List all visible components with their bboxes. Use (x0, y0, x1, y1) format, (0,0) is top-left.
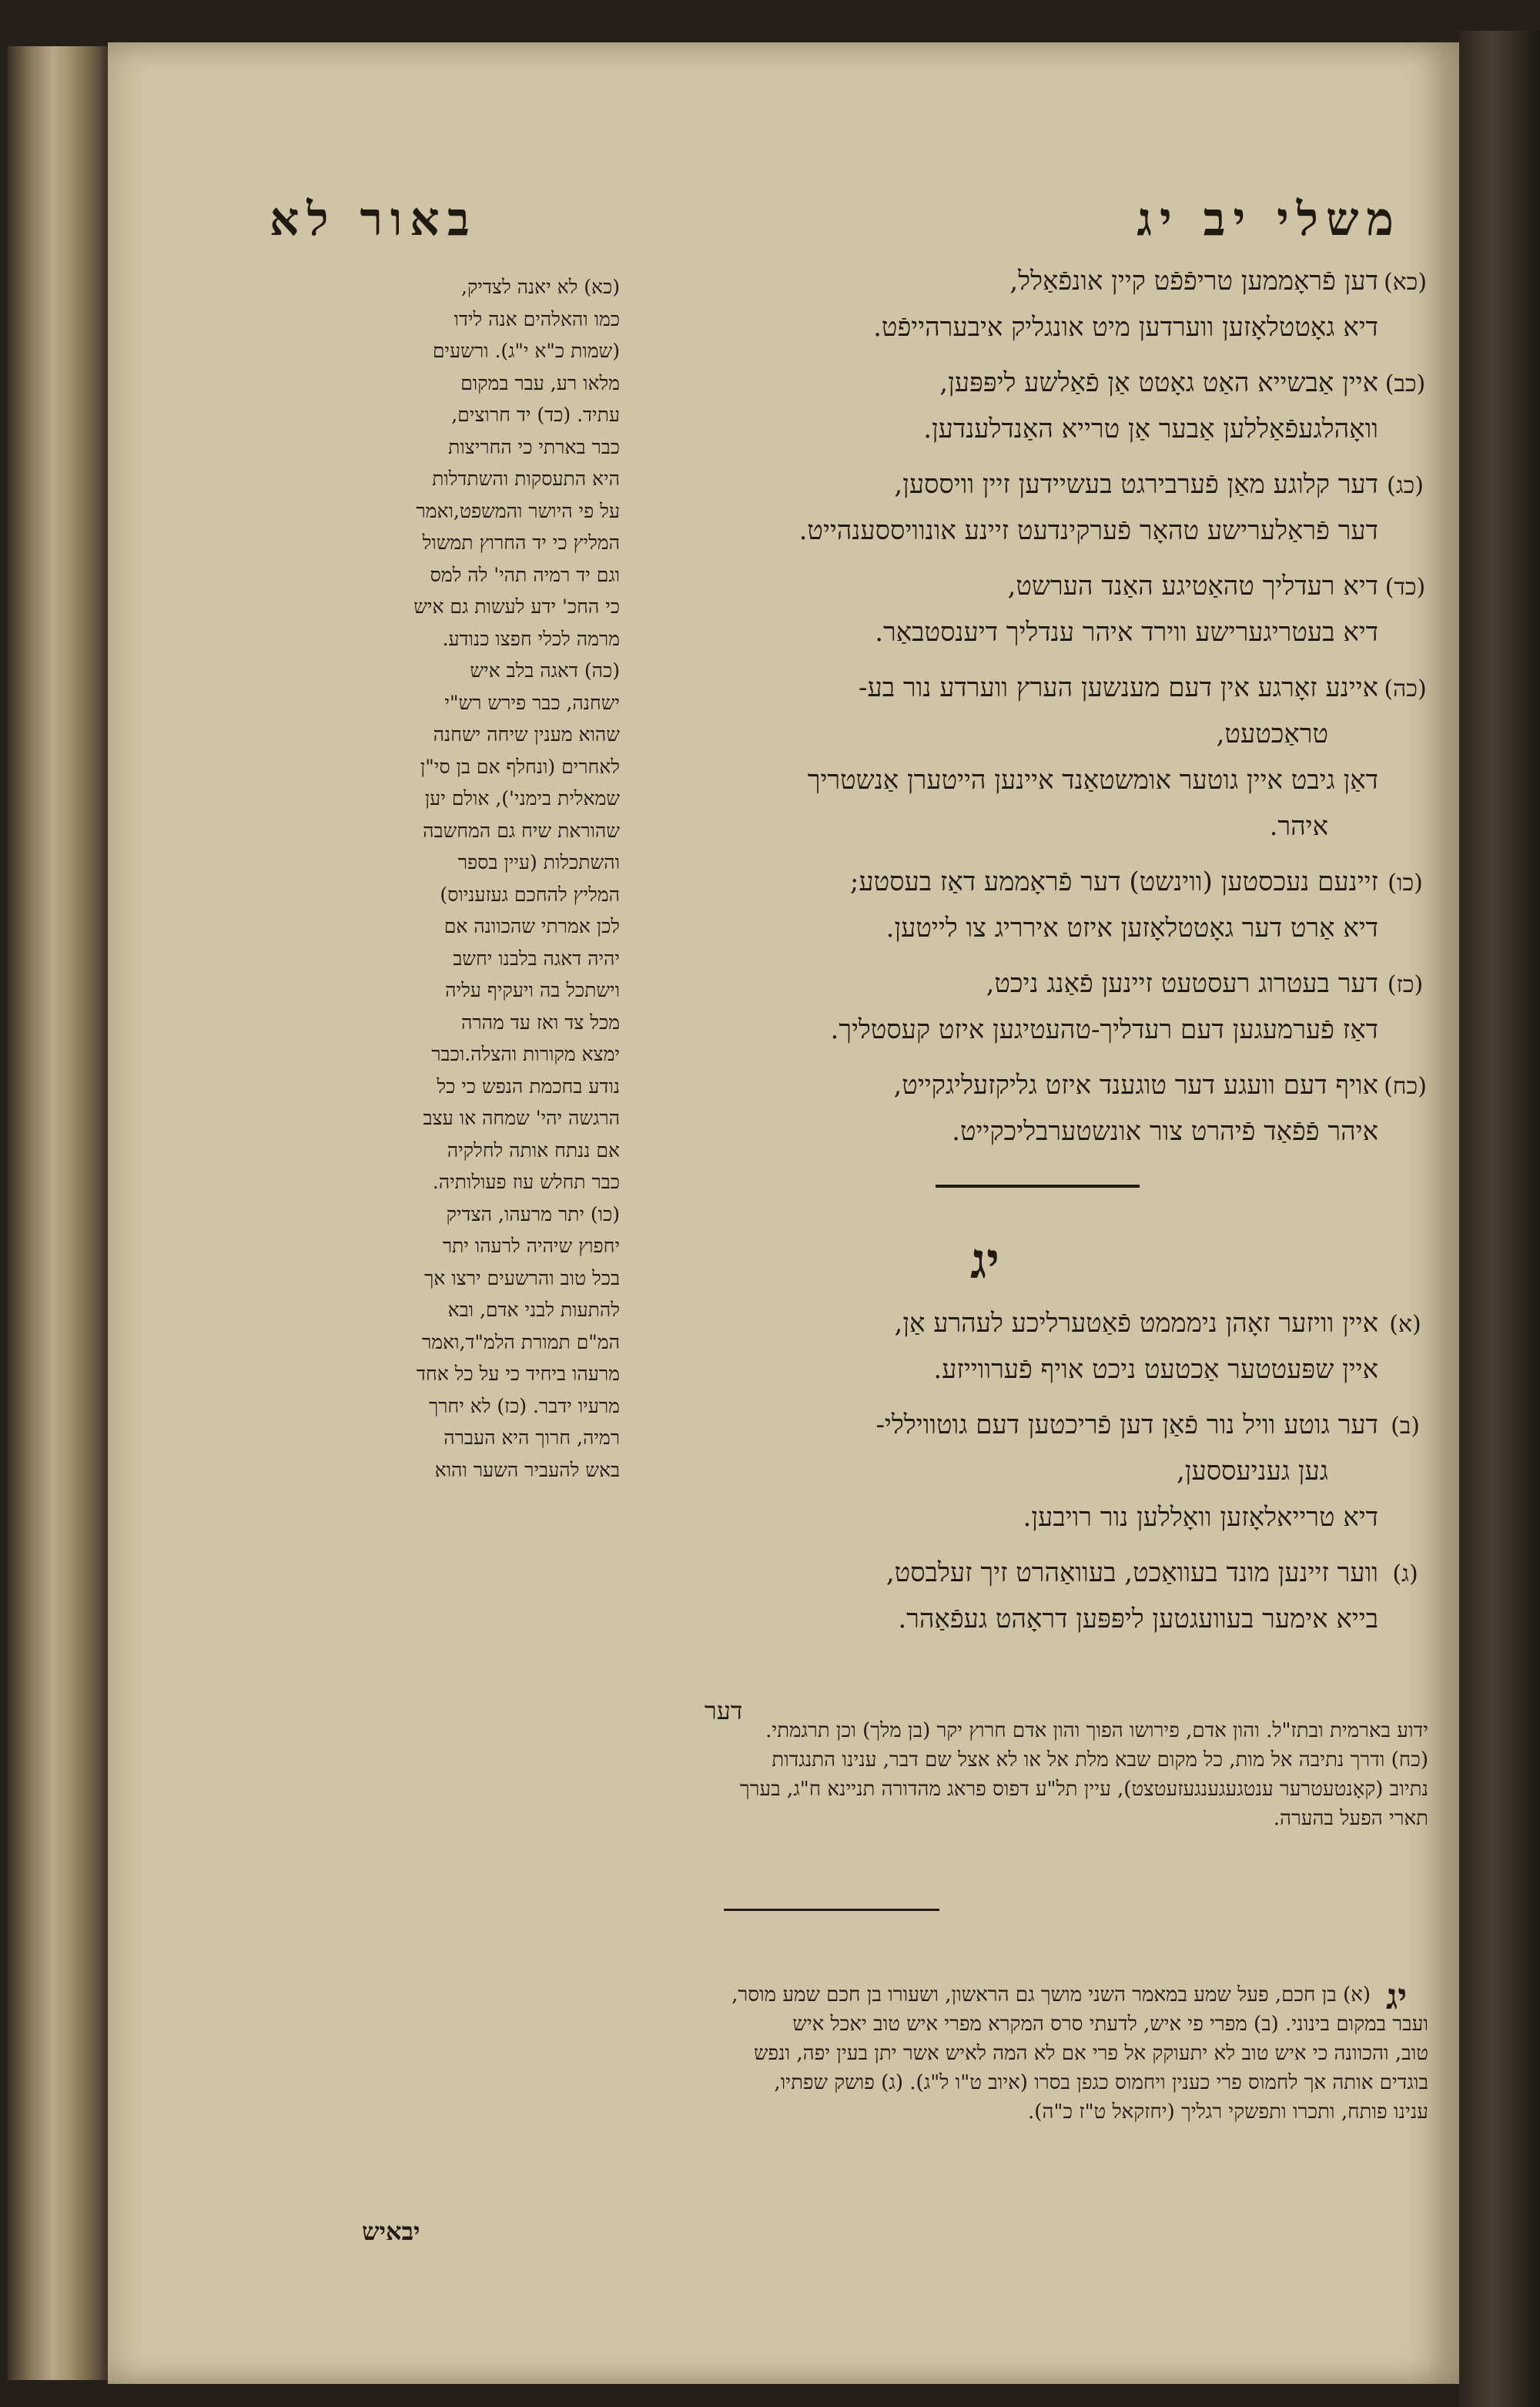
commentary-line: המ"ם תמורת הלמ"ד,ואמר (421, 1330, 620, 1353)
verse-number: (כד) (1384, 574, 1426, 601)
commentary-line: יחפוץ שיהיה לרעהו יתר (442, 1235, 620, 1257)
verse-line: דער קלוגע מאַן פֿערבירגט בעשיידען זיין וויססען, (894, 469, 1378, 500)
commentary-line: רמיה, חרוך היא העברה (444, 1426, 620, 1449)
footnote-divider-rule (724, 1909, 939, 1911)
verse-line: דאַן גיבט איין גוטער אומשטאַנד איינען הייטערן אַנשטריך (807, 765, 1378, 796)
verse-line: גען געניעססען, (1176, 1456, 1328, 1487)
verse-line: דיא גאָטטלאָזען ווערדען מיט אונגליק איבערהייפֿט. (873, 312, 1378, 343)
verse-line: זיינעם נעכסטען (ווינשט) דער פֿראָממע דאַז בעסטע; (849, 867, 1378, 897)
commentary-line: להתעות לבני אדם, ובא (447, 1299, 620, 1321)
verse-number: (א) (1389, 1311, 1421, 1338)
commentary-line: עתיד. (כד) יד חרוצים, (451, 404, 620, 426)
commentary-line: (כה) דאגה בלב איש (470, 659, 620, 682)
verse-line: איהר פֿפֿאַד פֿיהרט צור אונשטערבליכקייט. (952, 1116, 1378, 1147)
commentary-continuation-line: נתיוב (קאָנטעטרער ענטגעגענגעזעטצט), עיין תל"ע דפוס פראג מהדורה תניינא ח"ג, בערך (739, 1778, 1428, 1801)
commentary-line: וישתכל בה ויעקיף עליה (445, 979, 620, 1001)
verse-line: וואָהלגעפֿאַללען אַבער אַן טרייא האַנדלענדען. (923, 414, 1378, 444)
verse-number: (כב) (1384, 370, 1426, 397)
verse-line: דיא אַרט דער גאָטטלאָזען איזט אירריג צו לייטען. (886, 913, 1378, 944)
verse-number: (כא) (1383, 269, 1428, 296)
verse-line: דיא בעטריגערישע ווירד איהר ענדליך דיענסטבאַר. (875, 617, 1378, 648)
commentary-line: הרגשה יהי' שמחה או עצב (423, 1107, 620, 1129)
verse-line: דיא טרייאלאָזען וואָללען נור רויבען. (1023, 1502, 1378, 1533)
verse-line: איין שפּעטטער אַכטעט ניכט אויף פֿערווייזע. (933, 1354, 1378, 1385)
commentary-line: נודע בחכמת הנפש כי כל (437, 1074, 620, 1098)
commentary-continuation-line: ידוע בארמית ובתז"ל. והון אדם, פירושו הפוך והון אדם חרוץ יקר (בן מלך) וכן תרגמתי. (765, 1719, 1428, 1742)
commentary-line: (שמות כ"א י"ג). ורשעים (432, 340, 620, 362)
verse-line: בייא אימער בעוועגטען ליפּפּען דראָהט געפֿאַהר. (898, 1604, 1378, 1634)
commentary-line: היא התעסקות והשתדלות (432, 468, 620, 490)
verse-number: (כח) (1384, 1073, 1427, 1100)
commentary-line: שמאלית בימני'), אולם יען (424, 787, 620, 810)
verse-line: איין אַבשייא האַט גאָטט אַן פֿאַלשע ליפּפּען, (939, 367, 1378, 398)
verse-line: דער גוטע וויל נור פֿאַן דען פֿריכטען דעם גוטוויללי- (875, 1410, 1378, 1440)
bottom-note-line: ועבר במקום בינוני. (ב) מפרי פי איש, לדעתי סרס המקרא מפרי איש טוב יאכל איש (792, 2013, 1428, 2036)
main-text-column (674, 0, 1428, 1772)
bottom-note-chapter-label: יג (1386, 1976, 1408, 2017)
verse-line: איין וויזער זאָהן נימממט פֿאַטערליכע לעהרע אַן, (894, 1308, 1378, 1339)
commentary-continuation-line: תארי הפעל בהערה. (1273, 1807, 1428, 1830)
section-divider-rule (936, 1185, 1140, 1188)
verse-number: (ג) (1392, 1561, 1418, 1587)
commentary-line: כבר תחלש עוז פעולותיה. (432, 1171, 620, 1193)
verse-line: איינע זאָרגע אין דעם מענשען הערץ ווערדע נור בע- (859, 672, 1378, 703)
commentary-line: מרמה לכלי חפצו כנודע. (442, 627, 620, 650)
commentary-line: (כו) יתר מרעהו, הצדיק (446, 1202, 620, 1225)
commentary-line: באש להעביר השער והוא (434, 1458, 620, 1481)
commentary-line: מכל צד ואז עד מהרה (460, 1011, 620, 1034)
verse-line: טראַכטעט, (1216, 719, 1328, 749)
verse-number: (כו) (1388, 870, 1423, 897)
commentary-line: מרעהו ביחיד כי על כל אחד (416, 1363, 620, 1385)
catchword-bottom: יבאיש (362, 2217, 420, 2246)
commentary-line: והשתכלות (עיין בספר (457, 851, 620, 873)
verse-line: דיא רעדליך טהאַטיגע האַנד הערשט, (1007, 571, 1378, 602)
verse-number: (כה) (1384, 676, 1427, 702)
verse-number: (ב) (1391, 1413, 1420, 1440)
verse-number: (כז) (1387, 971, 1424, 998)
running-header-main: משלי יב יג (1137, 193, 1401, 246)
verse-line: דאַז פֿערמעגען דעם רעדליך-טהעטיגען איזט קעסטליך. (830, 1014, 1378, 1045)
verse-line: דער פֿראַלערישע טהאָר פֿערקינדעט זיינע אונוויססענהייט. (798, 515, 1378, 546)
commentary-line: כמו והאלהים אנה לידו (454, 307, 620, 330)
commentary-line: יהיה דאגה בלבנו יחשב (453, 947, 620, 970)
commentary-line: ימצא מקור‌ות והצלה.וכבר (431, 1043, 620, 1065)
verse-line: איהר. (1269, 811, 1328, 842)
book-page-edges (8, 46, 108, 2380)
commentary-line: על פי היושר והמשפט,ואמר (416, 499, 620, 522)
commentary-line: אם ננתח אותה לחלקיה (447, 1138, 620, 1162)
commentary-line: (כא) לא יאנה לצדיק, (460, 276, 620, 298)
verse-line: אויף דעם וועגע דער טוגענד איזט גליקזעליגקייט, (893, 1070, 1378, 1101)
commentary-line: בכל טוב והרשעים ירצו אך (424, 1266, 620, 1289)
verse-line: דער בעטרוג רעסטעט זיינען פֿאַנג ניכט, (986, 968, 1378, 999)
bottom-note-line: בוגדים אותה אך לחמוס פרי כענין ויחמוס כגפן בסרו (איוב ט"ו ל"ג). (ג) פושק שפתיו, (774, 2071, 1428, 2094)
commentary-line: ישחנה, כבר פירש רש"י (444, 691, 620, 714)
book-cover-edge (1459, 31, 1540, 2407)
commentary-line: לאחרים (ונחלף אם בן סי"ן (420, 755, 620, 778)
bottom-note-line: (א) בן חכם, פעל שמע במאמר השני מושך גם הראשון, ושעורו בן חכם שמע מוסר, (732, 1983, 1371, 2006)
bottom-note-line: טוב, והכוונה כי איש טוב לא יתעוקק אל פרי אם לא המה לאיש אשר יתן בעין יפה, ונפש (753, 2042, 1428, 2065)
commentary-column (273, 271, 620, 1735)
commentary-line: שהוא מענין שיחה ישחנה (433, 723, 620, 746)
verse-line: דען פֿראָממען טריפֿפֿט קיין אונפֿאַלל, (1009, 266, 1378, 297)
commentary-continuation-line: (כח) ודרך נתיבה אל מות, כל מקום שבא מלת אל או לא אצל שם דבר, ענינו התנגדות (772, 1748, 1428, 1772)
running-header-commentary: באור לא (270, 193, 477, 246)
verse-number: (כג) (1387, 472, 1424, 499)
commentary-line: לכן אמרתי שהכוונה אם (444, 915, 620, 937)
commentary-line: מלאו רע, עבר במקום (460, 371, 620, 394)
chapter-13-heading: יג (970, 1232, 999, 1290)
commentary-line: המליץ כי יד החרוץ תמשול (422, 531, 620, 554)
verse-line: ווער זיינען מונד בעוואַכט, בעוואַהרט זיך זעלבסט, (886, 1557, 1378, 1588)
catchword-main: דער (705, 1696, 743, 1725)
bottom-note-line: ענינו פותח, ותכרו ותפשקי רגליך (יחזקאל ט"ז כ"ה). (1028, 2100, 1428, 2124)
commentary-line: כי החכ' ידע לעשות גם איש (413, 595, 620, 618)
commentary-line: וגם יד רמיה תהי' לה למס (430, 563, 620, 586)
commentary-line: המליץ להחכם געזעניוס) (440, 883, 620, 906)
commentary-line: שהוראת שיח גם המחשבה (423, 819, 620, 842)
commentary-line: כבר באר‌תי כי החריצות (447, 435, 620, 458)
commentary-line: מרעיו ידבר. (כז) לא יחרך (428, 1394, 620, 1417)
